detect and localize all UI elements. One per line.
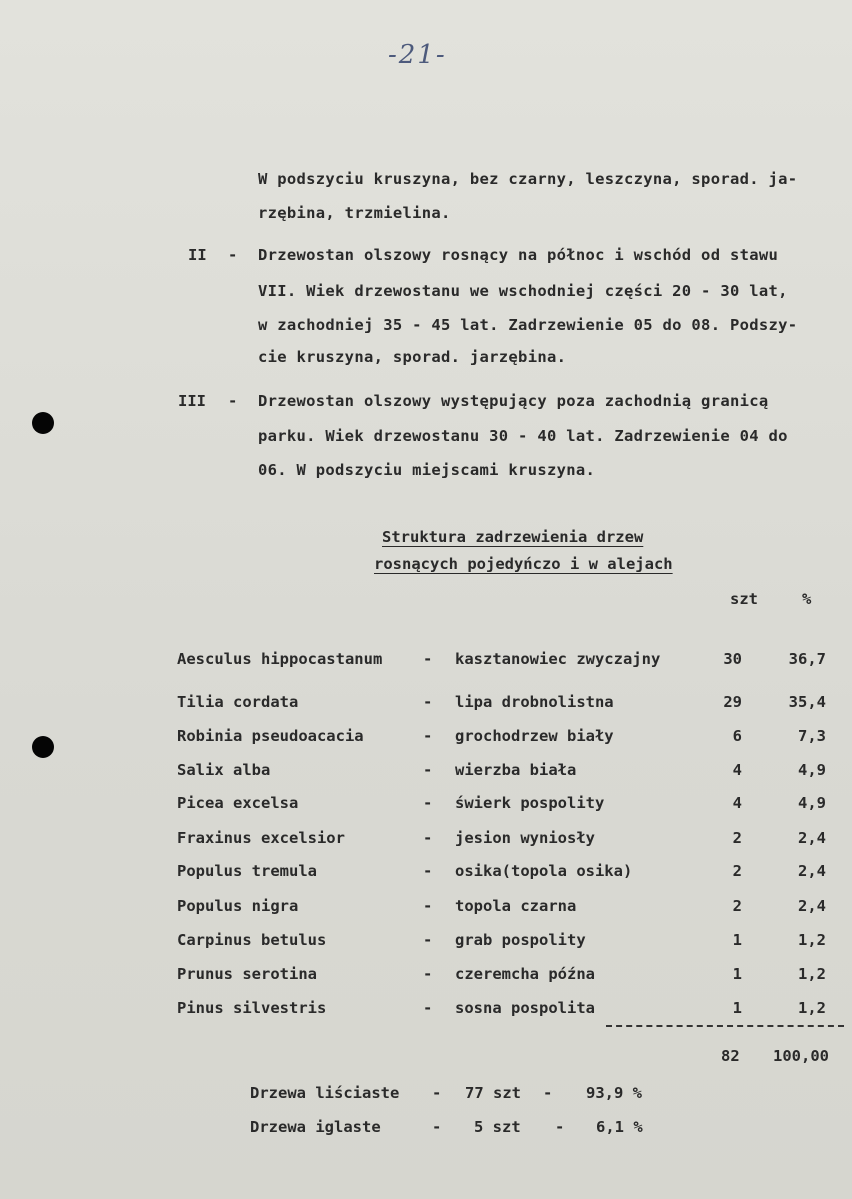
- tree-percent: 36,7: [788, 650, 826, 668]
- species-polish-name: osika(topola osika): [455, 862, 633, 880]
- section-line: Drzewostan olszowy rosnący na północ i wschód od stawu: [258, 246, 779, 264]
- tree-percent: 35,4: [788, 693, 826, 711]
- tree-percent: 7,3: [798, 727, 826, 745]
- summary-dash: -: [432, 1118, 442, 1136]
- table-title-line: rosnących pojedyńczo i w alejach: [374, 555, 673, 573]
- section-numeral: III: [178, 392, 206, 410]
- species-latin-name: Carpinus betulus: [177, 931, 327, 949]
- summary-percent: 93,9 %: [586, 1084, 642, 1102]
- species-polish-name: świerk pospolity: [455, 794, 605, 812]
- row-dash: -: [423, 999, 433, 1017]
- intro-line: W podszyciu kruszyna, bez czarny, leszczyna, sporad. ja-: [258, 170, 798, 188]
- summary-count: 5 szt: [474, 1118, 521, 1136]
- section-line: Drzewostan olszowy występujący poza zachodnią granicą: [258, 392, 769, 410]
- tree-count: 2: [732, 829, 742, 847]
- tree-count: 29: [723, 693, 742, 711]
- species-polish-name: topola czarna: [455, 897, 577, 915]
- tree-percent: 2,4: [798, 862, 826, 880]
- species-latin-name: Populus nigra: [177, 897, 299, 915]
- table-row: [0, 897, 852, 923]
- tree-percent: 4,9: [798, 761, 826, 779]
- species-latin-name: Robinia pseudoacacia: [177, 727, 364, 745]
- tree-percent: 1,2: [798, 999, 826, 1017]
- table-row: [0, 727, 852, 753]
- tree-percent: 2,4: [798, 829, 826, 847]
- summary-label: Drzewa iglaste: [250, 1118, 381, 1136]
- summary-dash: -: [555, 1118, 565, 1136]
- species-latin-name: Populus tremula: [177, 862, 317, 880]
- total-szt: 82: [721, 1047, 740, 1065]
- tree-count: 1: [732, 965, 742, 983]
- species-polish-name: jesion wyniosły: [455, 829, 595, 847]
- species-polish-name: czeremcha późna: [455, 965, 595, 983]
- row-dash: -: [423, 829, 433, 847]
- section-line: VII. Wiek drzewostanu we wschodniej części 20 - 30 lat,: [258, 282, 788, 300]
- row-dash: -: [423, 727, 433, 745]
- row-dash: -: [423, 931, 433, 949]
- species-latin-name: Prunus serotina: [177, 965, 317, 983]
- species-polish-name: grab pospolity: [455, 931, 586, 949]
- section-line: cie kruszyna, sporad. jarzębina.: [258, 348, 567, 366]
- totals-rule: [606, 1025, 844, 1027]
- species-polish-name: grochodrzew biały: [455, 727, 614, 745]
- column-header-percent: %: [802, 590, 812, 608]
- column-header-szt: szt: [730, 590, 758, 608]
- species-latin-name: Fraxinus excelsior: [177, 829, 345, 847]
- row-dash: -: [423, 650, 433, 668]
- summary-dash: -: [543, 1084, 553, 1102]
- table-row: [0, 999, 852, 1025]
- tree-count: 6: [732, 727, 742, 745]
- tree-count: 4: [732, 761, 742, 779]
- page-number: -21-: [388, 40, 447, 70]
- summary-dash: -: [432, 1084, 442, 1102]
- table-row: [0, 931, 852, 957]
- table-title-line: Struktura zadrzewienia drzew: [382, 528, 644, 546]
- tree-percent: 1,2: [798, 931, 826, 949]
- tree-percent: 1,2: [798, 965, 826, 983]
- table-row: [0, 829, 852, 855]
- table-row: [0, 650, 852, 676]
- intro-line: rzębina, trzmielina.: [258, 204, 451, 222]
- tree-count: 1: [732, 931, 742, 949]
- summary-count: 77 szt: [465, 1084, 521, 1102]
- summary-label: Drzewa liściaste: [250, 1084, 400, 1102]
- species-polish-name: kasztanowiec zwyczajny: [455, 650, 661, 668]
- row-dash: -: [423, 794, 433, 812]
- table-row: [0, 693, 852, 719]
- tree-count: 1: [732, 999, 742, 1017]
- section-dash: -: [228, 246, 238, 264]
- species-latin-name: Aesculus hippocastanum: [177, 650, 383, 668]
- table-row: [0, 965, 852, 991]
- row-dash: -: [423, 897, 433, 915]
- table-row: [0, 862, 852, 888]
- tree-count: 2: [732, 897, 742, 915]
- table-row: [0, 794, 852, 820]
- species-polish-name: sosna pospolita: [455, 999, 595, 1017]
- row-dash: -: [423, 965, 433, 983]
- tree-count: 30: [723, 650, 742, 668]
- species-polish-name: wierzba biała: [455, 761, 577, 779]
- tree-count: 4: [732, 794, 742, 812]
- summary-percent: 6,1 %: [596, 1118, 643, 1136]
- species-latin-name: Picea excelsa: [177, 794, 299, 812]
- species-latin-name: Pinus silvestris: [177, 999, 327, 1017]
- punch-hole: [32, 412, 54, 434]
- section-line: parku. Wiek drzewostanu 30 - 40 lat. Zadrzewienie 04 do: [258, 427, 788, 445]
- section-dash: -: [228, 392, 238, 410]
- section-numeral: II: [188, 246, 207, 264]
- species-polish-name: lipa drobnolistna: [455, 693, 614, 711]
- total-percent: 100,00: [773, 1047, 829, 1065]
- species-latin-name: Salix alba: [177, 761, 271, 779]
- tree-percent: 4,9: [798, 794, 826, 812]
- row-dash: -: [423, 761, 433, 779]
- section-line: 06. W podszyciu miejscami kruszyna.: [258, 461, 596, 479]
- row-dash: -: [423, 693, 433, 711]
- table-row: [0, 761, 852, 787]
- species-latin-name: Tilia cordata: [177, 693, 299, 711]
- section-line: w zachodniej 35 - 45 lat. Zadrzewienie 05 do 08. Podszy-: [258, 316, 798, 334]
- tree-count: 2: [732, 862, 742, 880]
- row-dash: -: [423, 862, 433, 880]
- tree-percent: 2,4: [798, 897, 826, 915]
